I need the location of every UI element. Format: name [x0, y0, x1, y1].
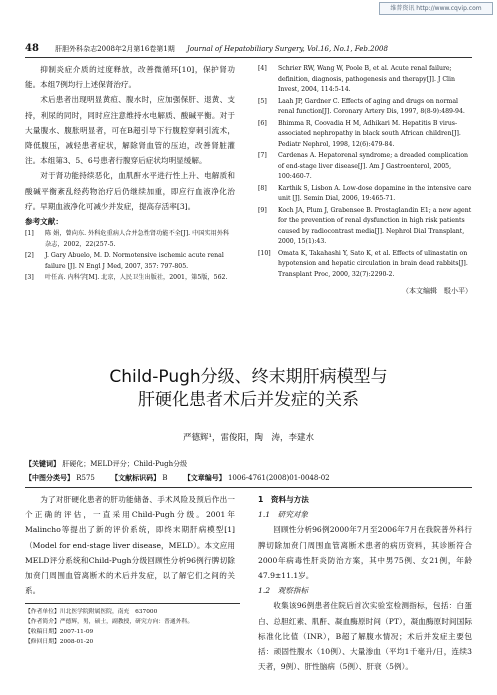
- doc-code: B: [162, 474, 168, 482]
- reference-item: [1] 陈 娟，曾向东. 外科危重病人合并急性肾功能不全[J]. 中国实用外科杂志，2002，22(257-5.: [25, 230, 230, 248]
- running-header: [25, 42, 472, 56]
- subsection-heading: 1.2 观察指标: [258, 586, 309, 596]
- keywords: 肝硬化；MELD评分；Child-Pugh分级: [62, 460, 188, 468]
- footnote-affiliation: 【作者单位】川北医学院附属医院，南充 637000: [25, 609, 158, 615]
- prev-article-left-column: [25, 62, 235, 285]
- references-heading: 参考文献：: [25, 217, 63, 227]
- reference-list-right: [258, 64, 472, 297]
- section-heading: 1 资料与方法: [258, 495, 309, 504]
- reference-item: [3] 叶任高. 内科学[M]. 北京，人民卫生出版社，2001，第5版，562.: [25, 274, 228, 282]
- paragraph: 为了对肝硬化患者的肝功能储备、手术风险及预后作出一个正确的评估，一直采用Child-Pugh分级。2001年Malinchо等提出了新的评价系统，即终末期肝病模型[1]（Model for end-stage liver disease，MELD）。本文应用MELD评分系统和Child-Pugh分级回顾性分析96例行脾切除加贲门周围血管离断术的术后并发症，以了解它们之间的关系。: [25, 495, 235, 596]
- keywords-line: [25, 458, 472, 470]
- editor-note: （本文编辑 駁小平）: [402, 287, 472, 295]
- reference-item: [8] Karthik S, Lisbon A. Low-dose dopamine in the intensive care unit [J]. Semin Dial, 2006, 19:465-71.: [258, 184, 472, 202]
- journal-title-cn: 肝胆外科杂志2008年2月第16卷第1期: [55, 45, 175, 53]
- article-left-column: [25, 492, 235, 598]
- reference-item: [6] Bhimma R, Coovadia H M, Adhikari M. Hepatitis B virus-associated nephropathy in black south African children[J]. Pediatr Nephrol, 1998, 12(6):479-84.: [258, 119, 461, 148]
- paragraph: 对于肾功能持续恶化，血肌酐水平进行性上升、电解质和酸碱平衡紊乱经药物治疗后仍继续加重，即应行血液净化治疗。早期血液净化可减少并发症，提高存活率[3]。: [25, 171, 235, 211]
- footnotes: [25, 607, 245, 647]
- article-id-label: 【文章编号】: [183, 474, 226, 482]
- subsection-heading: 1.1 研究对象: [258, 510, 309, 520]
- header-rule: [25, 57, 472, 58]
- article-title-line-2: 肝硬化患者术后并发症的关系: [138, 390, 359, 410]
- footnote-author-bio: 【作者简介】严德辉，男，硕士，副教授，研究方向：普通外科。: [25, 619, 194, 625]
- paragraph: 术后患者出现明显黄疸、腹水时，应加强保肝、退黄、支持，利尿的同时，同时应注意维持水电解质、酸碱平衡。对于大量腹水、腹胀明显者，可在B超引导下行腹腔穿刺引流术，降低腹压，减轻患者症状，解除肾血管的压迫，改善肾脏灌注。本组第3、5、6号患者行腹穿后症状均明显缓解。: [25, 95, 235, 166]
- article-title-line-1: Child-Pugh分级、终末期肝病模型与: [109, 367, 388, 387]
- reference-item: [7] Cardenas A. Hepatorenal syndrome; a dreaded complication of end-stage liver disease[J]. Am J Gastroenterol, 2005, 100:460-7.: [258, 152, 469, 180]
- clc-code: R575: [76, 474, 95, 482]
- doc-code-label: 【文献标识码】: [111, 474, 161, 482]
- article-authors: 严德辉¹，雷俊阳，陶 涛，李建水: [183, 433, 314, 443]
- reference-item: [4] Schrier RW, Wang W, Poole B, et al. Acute renal failure; definition, diagnosis, pathogenesis and therapy[J]. J Clin Invest, 2004, 114:5-14.: [258, 65, 456, 93]
- footnote-revised: 【修回日期】2008-01-20: [25, 639, 94, 645]
- reference-item: [2] J. Gary Abuelo, M. D. Normotensive ischemic acute renal failure [J]. N Engl J Med, 2007, 357: 797-805.: [25, 252, 224, 270]
- footnote-received: 【收稿日期】2007-11-09: [25, 629, 94, 635]
- page-number: 48: [25, 43, 39, 54]
- keywords-label: 【关键词】: [25, 460, 60, 468]
- paragraph: 收集该96例患者住院后首次实验室检测指标，包括：白蛋白、总胆红素、肌酐、凝血酶原时间（PT），凝血酶原时间国际标准化比值（INR），B超了解腹水情况；术后并发症主要包括：顽固性腹水（10例）、大量渗血（平均1千毫升/日，连续3天者，9例）、肝性脑病（5例）、肝衰（5例）。: [258, 601, 472, 672]
- paragraph: 抑制炎症介质的过度释放，改善微循环[10]，保护肾功能。本组7例均行上述保肾治疗。: [25, 65, 235, 90]
- reference-item: [9] Koch JA, Plum J, Grabensee B. Prostaglandin E1; a new agent for the prevention of renal dysfunction in high risk patients caused by radiocontrast media[J]. Nephrol Dial Transplant, 2000, 15(1):43.: [258, 206, 472, 245]
- journal-title-en: Journal of Hepatobiliary Surgery, Vol.16, No.1, Feb.2008: [187, 45, 388, 53]
- clc-label: 【中图分类号】: [25, 474, 74, 482]
- paragraph: 回顾性分析96例2000年7月至2006年7月在我院普外科行脾切除加贲门周围血管离断术患者的病历资料，其诊断符合2000年病毒性肝炎防治方案，其中男75例、女21例，年龄47.9±11.1岁。: [258, 525, 472, 581]
- keywords-rule: [25, 487, 472, 488]
- reference-item: [5] Laah JP, Gardner C. Effects of aging and drugs on normal renal function[J]. Coronary Artery Dis, 1997, 8(8-9):489-94.: [258, 97, 465, 115]
- article-right-column: [258, 492, 472, 674]
- classification-line: [25, 472, 472, 484]
- article-id: 1006-4761(2008)01-0048-02: [227, 474, 330, 482]
- reference-item: [10] Omata K, Takahashi Y, Sato K, et al. Effects of ulinastatin on hypotension and hepatic circulation in brain dead rabbits[J]. Transplant Proc, 2000, 32(7):2290-2.: [258, 249, 468, 278]
- footnote-rule: [25, 603, 240, 604]
- watermark: 维普资讯 http://www.cqvip.com: [379, 2, 493, 15]
- reference-list-left: [25, 229, 235, 284]
